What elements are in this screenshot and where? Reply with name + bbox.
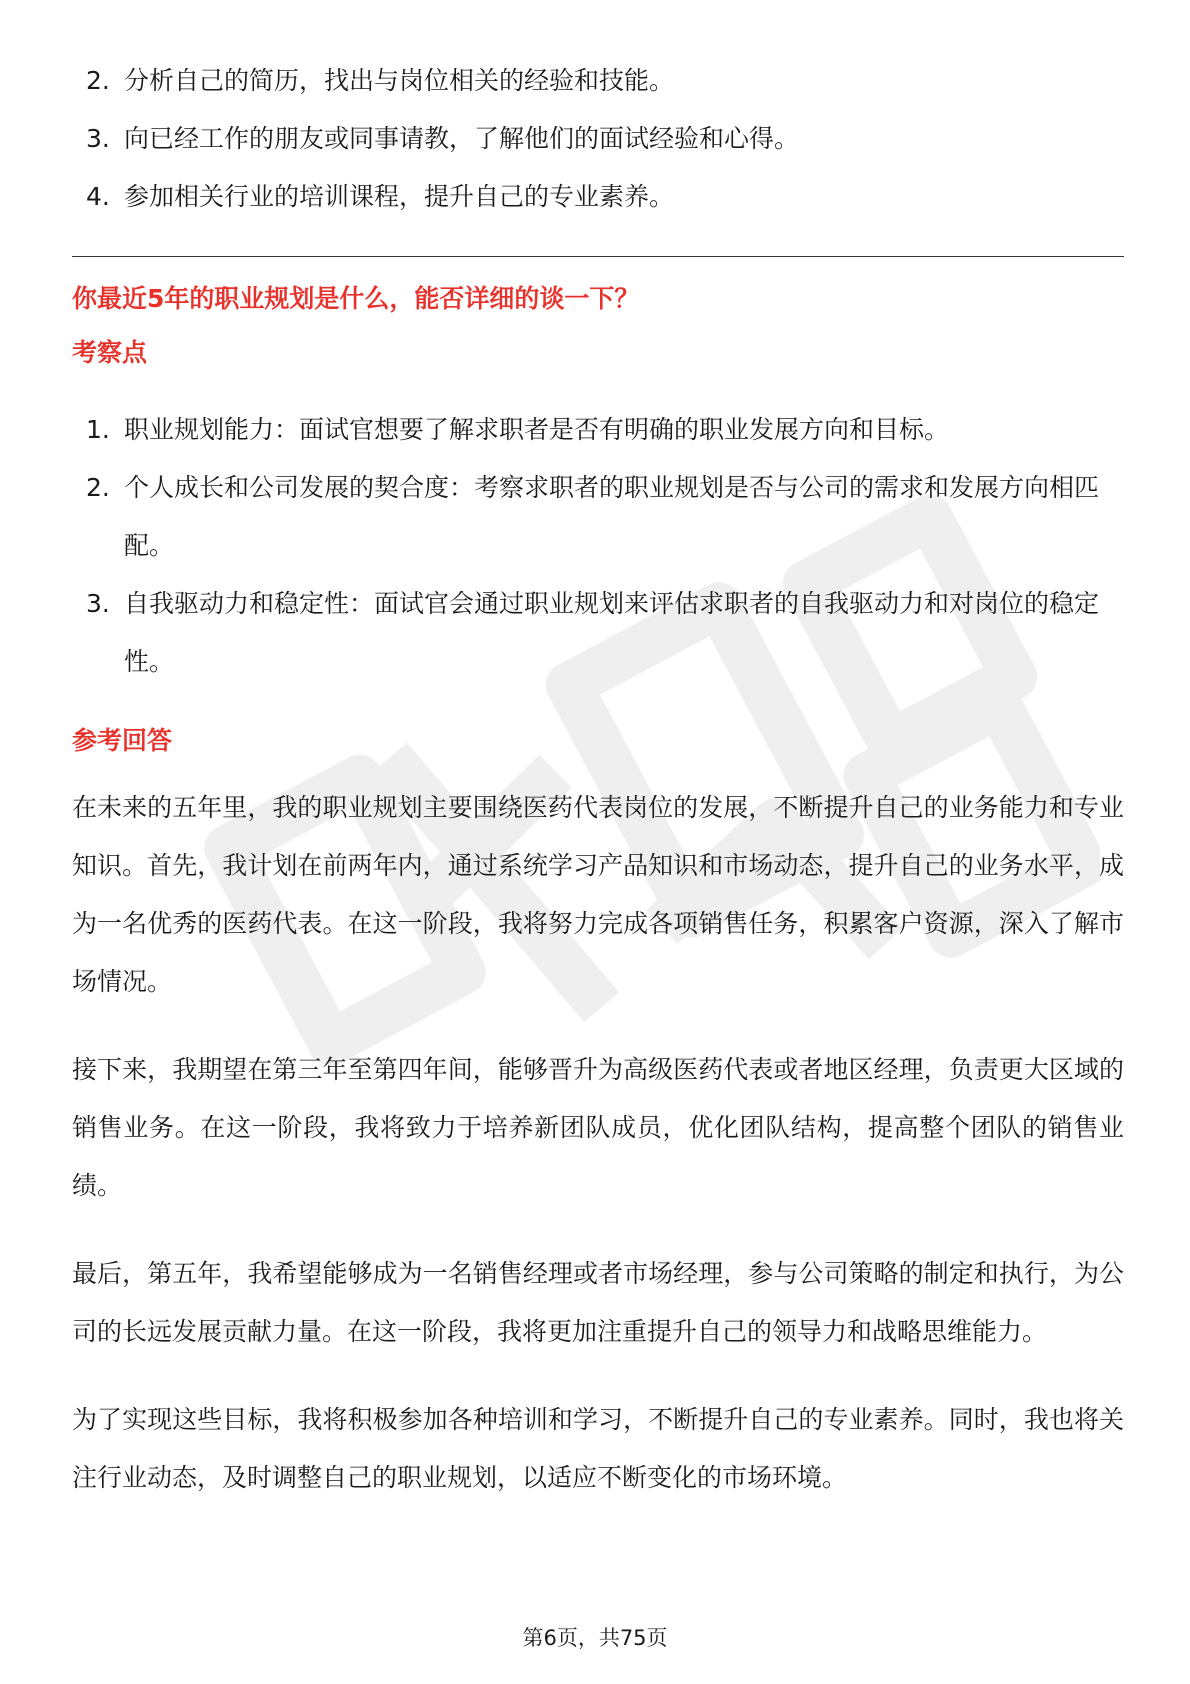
answer-paragraph: 为了实现这些目标，我将积极参加各种培训和学习，不断提升自己的专业素养。同时，我也将关注行业动态，及时调整自己的职业规划，以适应不断变化的市场环境。 xyxy=(72,1405,1124,1492)
list-item-text: 职业规划能力：面试官想要了解求职者是否有明确的职业发展方向和目标。 xyxy=(124,415,950,444)
list-item-text: 个人成长和公司发展的契合度：考察求职者的职业规划是否与公司的需求和发展方向相匹配。 xyxy=(124,473,1100,560)
answer-paragraph: 最后，第五年，我希望能够成为一名销售经理或者市场经理，参与公司策略的制定和执行，为公司的长远发展贡献力量。在这一阶段，我将更加注重提升自己的领导力和战略思维能力。 xyxy=(72,1259,1124,1346)
list-item xyxy=(72,459,1124,575)
list-item-text: 自我驱动力和稳定性：面试官会通过职业规划来评估求职者的自我驱动力和对岗位的稳定性。 xyxy=(124,589,1100,676)
exam-points-heading: 考察点 xyxy=(72,338,148,367)
list-item-number: 1. xyxy=(86,415,110,444)
list-item-text: 分析自己的简历，找出与岗位相关的经验和技能。 xyxy=(124,66,675,95)
page-footer: 第6页，共75页 xyxy=(522,1626,668,1650)
page-content xyxy=(72,52,1124,1507)
list-item xyxy=(72,575,1124,691)
list-item-number: 3. xyxy=(86,589,110,618)
list-item xyxy=(72,110,1124,168)
list-item-number: 2. xyxy=(86,66,110,95)
reference-answer-heading: 参考回答 xyxy=(72,726,173,755)
list-item xyxy=(72,52,1124,110)
exam-points-list xyxy=(72,401,1124,691)
list-item-text: 参加相关行业的培训课程，提升自己的专业素养。 xyxy=(124,182,675,211)
list-item xyxy=(72,401,1124,459)
answer-paragraph: 在未来的五年里，我的职业规划主要围绕医药代表岗位的发展，不断提升自己的业务能力和专业知识。首先，我计划在前两年内，通过系统学习产品知识和市场动态，提升自己的业务水平，成为一名优秀的医药代表。在这一阶段，我将努力完成各项销售任务，积累客户资源，深入了解市场情况。 xyxy=(72,793,1124,996)
list-item-text: 向已经工作的朋友或同事请教，了解他们的面试经验和心得。 xyxy=(124,124,800,153)
answer-paragraph: 接下来，我期望在第三年至第四年间，能够晋升为高级医药代表或者地区经理，负责更大区域的销售业务。在这一阶段，我将致力于培养新团队成员，优化团队结构，提高整个团队的销售业绩。 xyxy=(72,1055,1124,1200)
preparation-list xyxy=(72,52,1124,226)
list-item-number: 3. xyxy=(86,124,110,153)
question-heading: 你最近5年的职业规划是什么，能否详细的谈一下？ xyxy=(72,284,640,313)
section-divider xyxy=(72,256,1124,257)
list-item-number: 2. xyxy=(86,473,110,502)
list-item xyxy=(72,168,1124,226)
list-item-number: 4. xyxy=(86,182,110,211)
